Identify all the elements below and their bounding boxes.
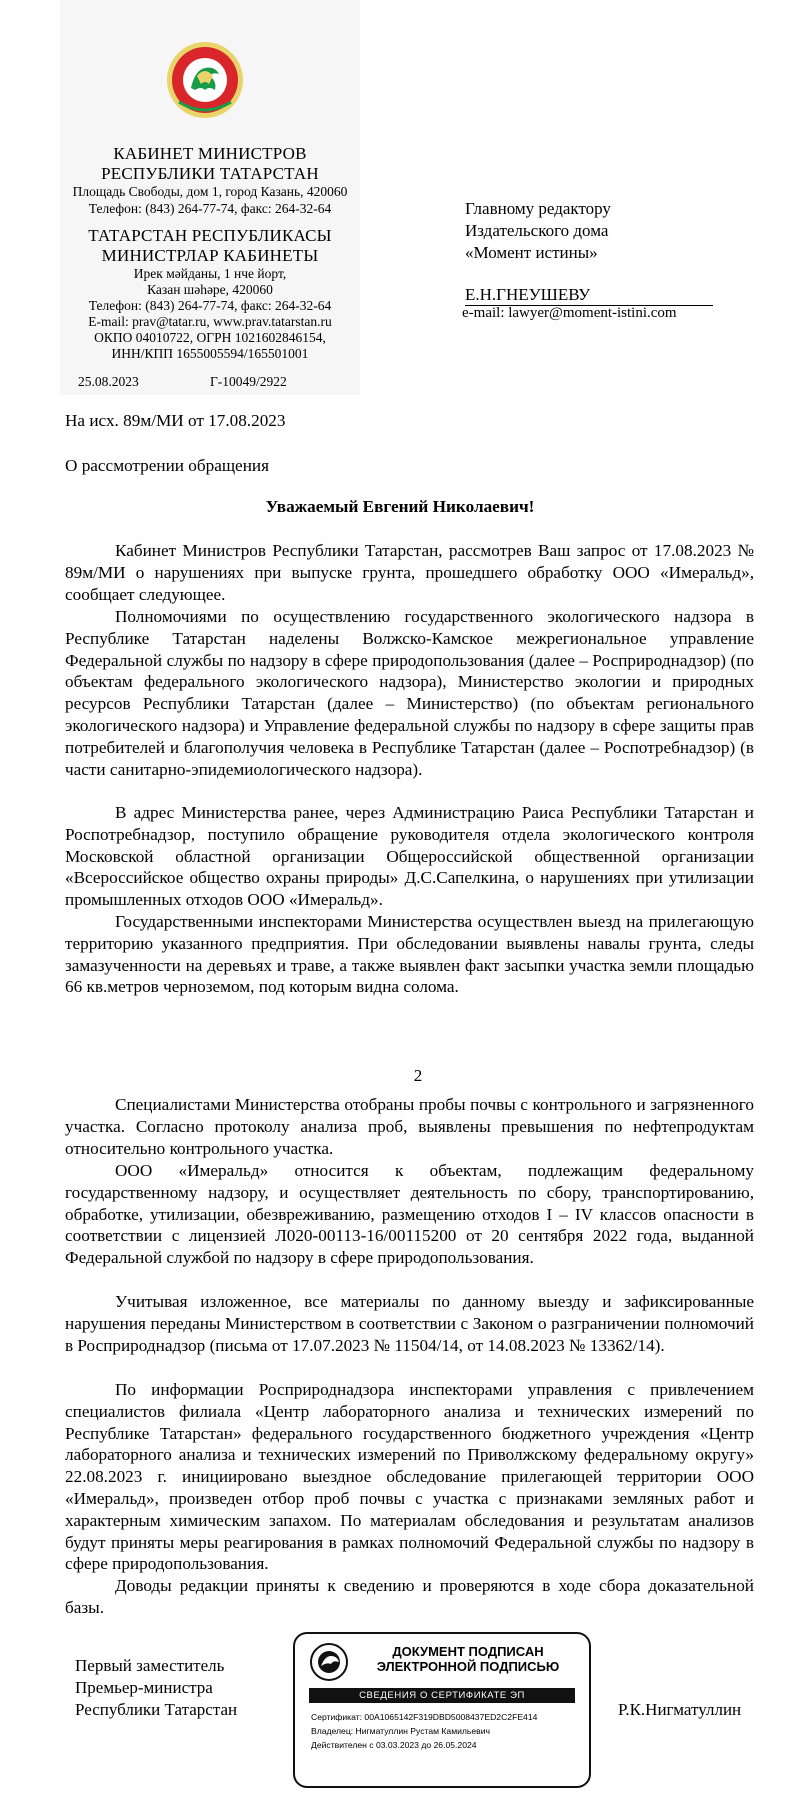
org-phone-ru: Телефон: (843) 264-77-74, факс: 264-32-64 xyxy=(88,201,332,216)
org-address-ru: Площадь Свободы, дом 1, город Казань, 420060 xyxy=(72,184,348,199)
org-address-tt-1: Ирек мәйданы, 1 нче йорт, xyxy=(133,266,287,281)
signatory-position-line3: Республики Татарстан xyxy=(75,1700,238,1719)
paragraph: Учитывая изложенное, все материалы по данному выезду и зафиксированные нарушения переданы Министерством в соответствии с Законом о разграничении полномочий в Росприроднадзор (письма от 17.07.2023 № 11504/14, от 14.08.2023 № 13362/14). xyxy=(65,1292,754,1355)
org-name-tt-line2: МИНИСТРЛАР КАБИНЕТЫ xyxy=(101,246,319,265)
signatory-position-line1: Первый заместитель xyxy=(75,1656,225,1675)
org-name-ru-line2: РЕСПУБЛИКИ ТАТАРСТАН xyxy=(101,164,319,183)
tatarstan-emblem-icon xyxy=(309,1642,349,1682)
org-okpo: ОКПО 04010722, ОГРН 1021602846154, xyxy=(94,330,326,345)
signatory-position-line2: Премьер-министра xyxy=(75,1678,213,1697)
addressee-line3: «Момент истины» xyxy=(465,243,598,262)
paragraph: Государственными инспекторами Министерства осуществлен выезд на прилегающую территорию указанного предприятия. При обследовании выявлены навалы грунта, следы замазученности на деревьях и траве, а также выявлен факт засыпки участка земли площадью 66 кв.метров черноземом, под которым видна солома. xyxy=(65,912,754,997)
org-email: E-mail: prav@tatar.ru, www.prav.tatarstan.ru xyxy=(88,314,332,329)
greeting: Уважаемый Евгений Николаевич! xyxy=(265,497,535,516)
stamp-title-line1: ДОКУМЕНТ ПОДПИСАН xyxy=(392,1644,544,1659)
stamp-validity: Действителен с 03.03.2023 до 26.05.2024 xyxy=(311,1740,477,1750)
stamp-title-line2: ЭЛЕКТРОННОЙ ПОДПИСЬЮ xyxy=(376,1659,560,1674)
subject-line: О рассмотрении обращения xyxy=(65,456,269,475)
paragraph: По информации Росприроднадзора инспекторами управления с привлечением специалистов филиала «Центр лабораторного анализа и технических измерений по Республике Татарстан» федерального государственного бюджетного учреждения «Центр лабораторного анализа и технических измерений по Приволжскому федеральному округу» 22.08.2023 г. инициировано выездное обследование прилегающей территории ООО «Имеральд», произведен отбор проб почвы с участка с признаками земляных работ и характерным химическим запахом. По материалам обследования и результатам анализов будут приняты меры реагирования в рамках полномочий Федеральной службы по надзору в сфере природопользования. xyxy=(65,1380,754,1574)
stamp-certificate-header: СВЕДЕНИЯ О СЕРТИФИКАТЕ ЭП xyxy=(309,1688,575,1703)
org-inn: ИНН/КПП 1655005594/165501001 xyxy=(111,346,309,361)
paragraph: Специалистами Министерства отобраны пробы почвы с контрольного и загрязненного участка. Согласно протоколу анализа проб, выявлены превышения по нефтепродуктам относительно контрольного участка. xyxy=(65,1095,754,1158)
paragraph: Кабинет Министров Республики Татарстан, рассмотрев Ваш запрос от 17.08.2023 № 89м/МИ о нарушениях при выпуске грунта, прошедшего обработку ООО «Имеральд», сообщает следующее. xyxy=(65,541,754,604)
paragraph: В адрес Министерства ранее, через Администрацию Раиса Республики Татарстан и Роспотребнадзор, поступило обращение руководителя отдела экологического контроля Московской областной организации Общероссийской общественной организации «Всероссийское общество охраны природы» Д.С.Сапелкина, о нарушениях при утилизации промышленных отходов ООО «Имеральд». xyxy=(65,803,754,910)
org-name-ru-line1: КАБИНЕТ МИНИСТРОВ xyxy=(113,144,307,163)
signatory-position xyxy=(75,1655,237,1721)
stamp-title xyxy=(355,1644,581,1674)
paragraph: Полномочиями по осуществлению государственного экологического надзора в Республике Татарстан наделены Волжско-Камское межрегиональное управление Федеральной службы по надзору в сфере природопользования (далее – Росприроднадзор) (по объектам федерального экологического надзора), Министерство экологии и природных ресурсов Республики Татарстан (далее – Министерство) (по объектам регионального экологического надзора) и Управление федеральной службы по надзору в сфере защиты прав потребителей и благополучия человека в Республике Татарстан (далее – Роспотребнадзор) (в части санитарно-эпидемиологического надзора). xyxy=(65,607,754,779)
page-number: 2 xyxy=(413,1066,423,1085)
stamp-certificate: Сертификат: 00A1065142F319DBD5008437ED2C2FE414 xyxy=(311,1712,538,1722)
registration-number: Г-10049/2922 xyxy=(210,374,287,389)
org-address-tt-2: Казан шәһәре, 420060 xyxy=(147,282,273,297)
org-name-tt-line1: ТАТАРСТАН РЕСПУБЛИКАСЫ xyxy=(88,226,332,245)
addressee-line1: Главному редактору xyxy=(465,199,611,218)
signatory-name: Р.К.Нигматуллин xyxy=(618,1700,742,1719)
addressee-email[interactable]: e-mail: lawyer@moment-istini.com xyxy=(462,305,677,321)
registration-date: 25.08.2023 xyxy=(78,374,139,389)
addressee-name: Е.Н.ГНЕУШЕВУ xyxy=(465,285,713,306)
addressee-line2: Издательского дома xyxy=(465,221,609,240)
electronic-signature-stamp xyxy=(293,1632,591,1788)
paragraph: ООО «Имеральд» относится к объектам, подлежащим федеральному государственному надзору, и осуществляет деятельность по сбору, транспортированию, обработке, утилизации, обезвреживанию, размещению отходов I – IV классов опасности в соответствии с лицензией Л020-00113-16/00115200 от 20 сентября 2022 года, выданной Федеральной службой по надзору в сфере природопользования. xyxy=(65,1161,754,1268)
tatarstan-emblem-icon xyxy=(165,40,245,120)
paragraph: Доводы редакции приняты к сведению и проверяются в ходе сбора доказательной базы. xyxy=(65,1576,754,1617)
reference-line: На исх. 89м/МИ от 17.08.2023 xyxy=(65,411,286,430)
org-phone-tt: Телефон: (843) 264-77-74, факс: 264-32-64 xyxy=(88,298,332,313)
stamp-owner: Владелец: Нигматуллин Рустам Камильевич xyxy=(311,1726,491,1736)
